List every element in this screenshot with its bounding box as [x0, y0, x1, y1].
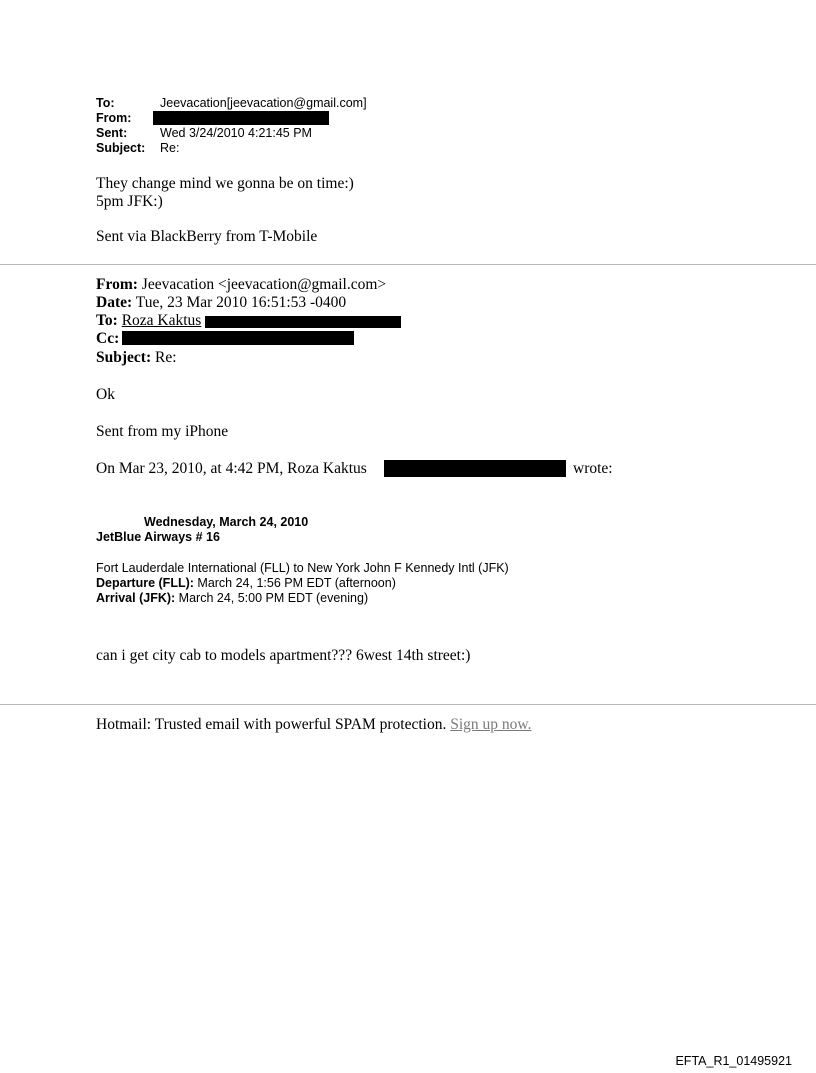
quoted-subject: [96, 349, 177, 367]
message-line-1: They change mind we gonna be on time:): [96, 175, 354, 192]
quoted-from-value: Jeevacation <jeevacation@gmail.com>: [141, 276, 387, 293]
itinerary-route: Fort Lauderdale International (FLL) to New York John F Kennedy Intl (JFK): [96, 561, 509, 575]
subject-label: Subject:: [96, 141, 146, 155]
quoted-body: Ok: [96, 386, 115, 403]
quoted-to-label: To:: [96, 312, 118, 329]
sent-label: Sent:: [96, 126, 128, 140]
cc-redaction: [122, 331, 354, 345]
question-text: can i get city cab to models apartment??? 6west 14th street:): [96, 647, 471, 664]
itinerary-arrival: [96, 591, 368, 606]
quoted-date-value: Tue, 23 Mar 2010 16:51:53 -0400: [135, 294, 347, 311]
divider-1: [0, 264, 816, 265]
quoted-cc: [96, 330, 119, 348]
arrival-value: March 24, 5:00 PM EDT (evening): [178, 591, 369, 605]
to-label: To:: [96, 96, 115, 110]
arrival-label: Arrival (JFK):: [96, 591, 176, 605]
attribution-suffix: wrote:: [573, 460, 613, 477]
message-signature: Sent via BlackBerry from T-Mobile: [96, 228, 318, 245]
subject-value: Re:: [160, 141, 180, 155]
attribution-prefix: On Mar 23, 2010, at 4:42 PM, Roza Kaktus: [96, 460, 367, 477]
to-redaction: [205, 316, 401, 328]
sign-up-link[interactable]: Sign up now.: [450, 716, 532, 733]
quoted-to: [96, 312, 201, 330]
document-id: EFTA_R1_01495921: [675, 1054, 792, 1068]
attribution-redaction: [384, 460, 566, 477]
hotmail-footer: [96, 716, 531, 734]
quoted-cc-label: Cc:: [96, 330, 120, 347]
departure-value: March 24, 1:56 PM EDT (afternoon): [197, 576, 396, 590]
from-label: From:: [96, 111, 132, 125]
to-value: Jeevacation[jeevacation@gmail.com]: [160, 96, 367, 110]
quoted-date: [96, 294, 346, 312]
itinerary-date: Wednesday, March 24, 2010: [144, 515, 309, 529]
sent-value: Wed 3/24/2010 4:21:45 PM: [160, 126, 312, 140]
itinerary-departure: [96, 576, 396, 591]
email-header: [96, 96, 416, 158]
quoted-to-value[interactable]: Roza Kaktus: [121, 312, 202, 329]
quoted-date-label: Date:: [96, 294, 133, 311]
itinerary-flight: JetBlue Airways # 16: [96, 530, 220, 544]
from-redaction: [153, 111, 329, 125]
quoted-subject-label: Subject:: [96, 349, 152, 366]
quoted-from-label: From:: [96, 276, 138, 293]
message-line-2: 5pm JFK:): [96, 193, 163, 210]
quoted-from: [96, 276, 386, 294]
quoted-signature: Sent from my iPhone: [96, 423, 229, 440]
quoted-subject-value: Re:: [154, 349, 177, 366]
divider-2: [0, 704, 816, 705]
hotmail-text: Hotmail: Trusted email with powerful SPAM protection.: [96, 716, 447, 733]
departure-label: Departure (FLL):: [96, 576, 194, 590]
